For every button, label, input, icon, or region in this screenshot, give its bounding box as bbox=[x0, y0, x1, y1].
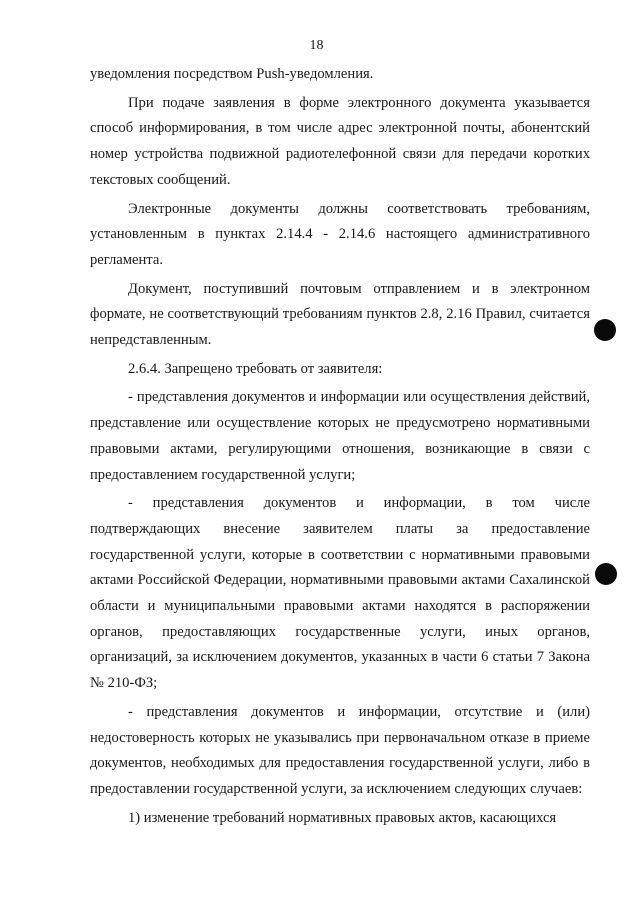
paragraph-5: 2.6.4. Запрещено требовать от заявителя: bbox=[128, 360, 383, 377]
paragraph-9: 1) изменение требований нормативных правовых актов, касающихся bbox=[128, 809, 557, 826]
punch-hole-mark bbox=[594, 319, 616, 341]
paragraph-7: - представления документов и информации, в том числе подтверждающих внесение заявителем платы за предоставление государственной услуги, которые в соответствии с нормативными правовыми актами Российской Федерации, нормативными правовыми актами Сахалинской области и муниципальными правовыми актами находятся в распоряжении органов, предоставляющих государственные услуги, иных органов, организаций, за исключением документов, указанных в части 6 статьи 7 Закона № 210-ФЗ; bbox=[90, 495, 590, 692]
punch-hole-mark bbox=[595, 563, 617, 585]
paragraph-4: Документ, поступивший почтовым отправлением и в электронном формате, не соответствующий требованиям пунктов 2.8, 2.16 Правил, считается непредставленным. bbox=[90, 280, 590, 349]
paragraph-8: - представления документов и информации, отсутствие и (или) недостоверность которых не указывались при первоначальном отказе в приеме документов, необходимых для предоставления государственной услуги, либо в предоставлении государственной услуги, за исключением следующих случаев: bbox=[90, 703, 590, 797]
paragraph-3: Электронные документы должны соответствовать требованиям, установленным в пунктах 2.14.4 - 2.14.6 настоящего административного регламента. bbox=[90, 200, 590, 268]
paragraph-2: При подаче заявления в форме электронного документа указывается способ информирования, в том числе адрес электронной почты, абонентский номер устройства подвижной радиотелефонной связи для передачи коротких текстовых сообщений. bbox=[90, 94, 590, 188]
document-body bbox=[90, 62, 590, 834]
paragraph-1: уведомления посредством Push-уведомления. bbox=[90, 66, 374, 82]
paragraph-6: - представления документов и информации или осуществления действий, представление или осуществление которых не предусмотрено нормативными правовыми актами, регулирующими отношения, возникающие в связи с предоставлением государственной услуги; bbox=[90, 389, 590, 483]
page-number: 18 bbox=[309, 38, 324, 53]
